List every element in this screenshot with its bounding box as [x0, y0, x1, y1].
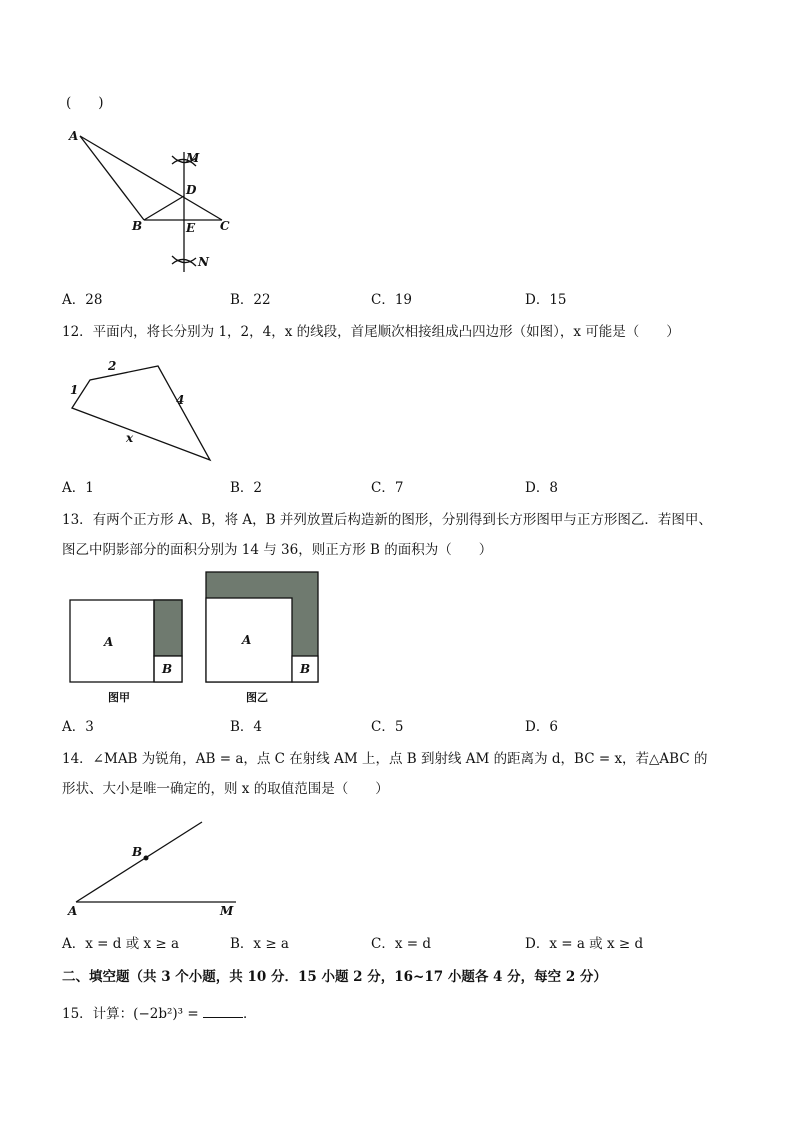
q14-option-a[interactable]: A．x = d 或 x ≥ a — [62, 936, 180, 952]
q15-suffix: ． — [242, 1006, 257, 1022]
q11-answer-bracket: ( ) — [66, 95, 104, 111]
q12-label-4: 4 — [176, 393, 185, 407]
q13-option-a[interactable]: A．3 — [62, 719, 94, 735]
q11-label-A: A — [69, 129, 79, 143]
q13-fig1-label-A: A — [104, 635, 114, 649]
q13-caption-1: 图甲 — [108, 691, 130, 704]
q12-option-b[interactable]: B．2 — [230, 480, 263, 496]
q14-option-c[interactable]: C．x = d — [371, 936, 431, 952]
q11-label-E: E — [186, 221, 196, 235]
q13-stem-line2: 图乙中阴影部分的面积分别为 14 与 36，则正方形 B 的面积为（ ） — [62, 542, 493, 558]
q13-fig2-label-B: B — [300, 662, 311, 676]
q12-option-d[interactable]: D．8 — [525, 480, 558, 496]
q13-fig2-label-A: A — [242, 633, 252, 647]
q11-figure — [62, 122, 252, 282]
q14-stem-line2: 形状、大小是唯一确定的，则 x 的取值范围是（ ） — [62, 781, 389, 797]
q14-label-A: A — [68, 904, 78, 918]
q12-figure — [62, 350, 232, 465]
q11-option-a[interactable]: A．28 — [62, 292, 103, 308]
q13-figure — [66, 570, 326, 710]
q14-label-B: B — [132, 845, 143, 859]
q15-prefix: 15．计算：(−2b²)³ = — [62, 1006, 199, 1022]
q13-option-d[interactable]: D．6 — [525, 719, 558, 735]
q11-label-M: M — [186, 151, 200, 165]
q11-label-B: B — [132, 219, 143, 233]
q14-figure — [62, 816, 252, 921]
q13-option-b[interactable]: B．4 — [230, 719, 263, 735]
q13-stem-line1: 13．有两个正方形 A、B，将 A，B 并列放置后构造新的图形，分别得到长方形图甲与正方形图乙．若图甲、 — [62, 512, 712, 528]
q12-label-2: 2 — [108, 359, 117, 373]
q11-label-C: C — [220, 219, 230, 233]
q12-label-1: 1 — [70, 383, 79, 397]
q12-label-x: x — [126, 431, 134, 445]
q11-option-d[interactable]: D．15 — [525, 292, 567, 308]
q14-option-d[interactable]: D．x = a 或 x ≥ d — [525, 936, 644, 952]
q15-answer-blank[interactable] — [203, 1003, 243, 1018]
q13-fig1-label-B: B — [162, 662, 173, 676]
q11-option-c[interactable]: C．19 — [371, 292, 413, 308]
q12-stem: 12．平面内，将长分别为 1，2，4，x 的线段，首尾顺次相接组成凸四边形（如图），x 可能是（ ） — [62, 324, 680, 340]
q13-option-c[interactable]: C．5 — [371, 719, 404, 735]
q12-option-c[interactable]: C．7 — [371, 480, 404, 496]
q14-stem-line1: 14．∠MAB 为锐角，AB = a，点 C 在射线 AM 上，点 B 到射线 AM 的距离为 d，BC = x，若△ABC 的 — [62, 751, 708, 767]
q14-option-b[interactable]: B．x ≥ a — [230, 936, 289, 952]
section2-heading: 二、填空题（共 3 个小题，共 10 分．15 小题 2 分，16~17 小题各 4 分，每空 2 分） — [62, 969, 607, 985]
q15-line — [62, 1003, 256, 1024]
q11-label-N: N — [198, 255, 209, 269]
q11-option-b[interactable]: B．22 — [230, 292, 271, 308]
q13-caption-2: 图乙 — [246, 691, 268, 704]
q11-label-D: D — [186, 183, 197, 197]
q14-label-M: M — [220, 904, 234, 918]
q12-option-a[interactable]: A．1 — [62, 480, 94, 496]
